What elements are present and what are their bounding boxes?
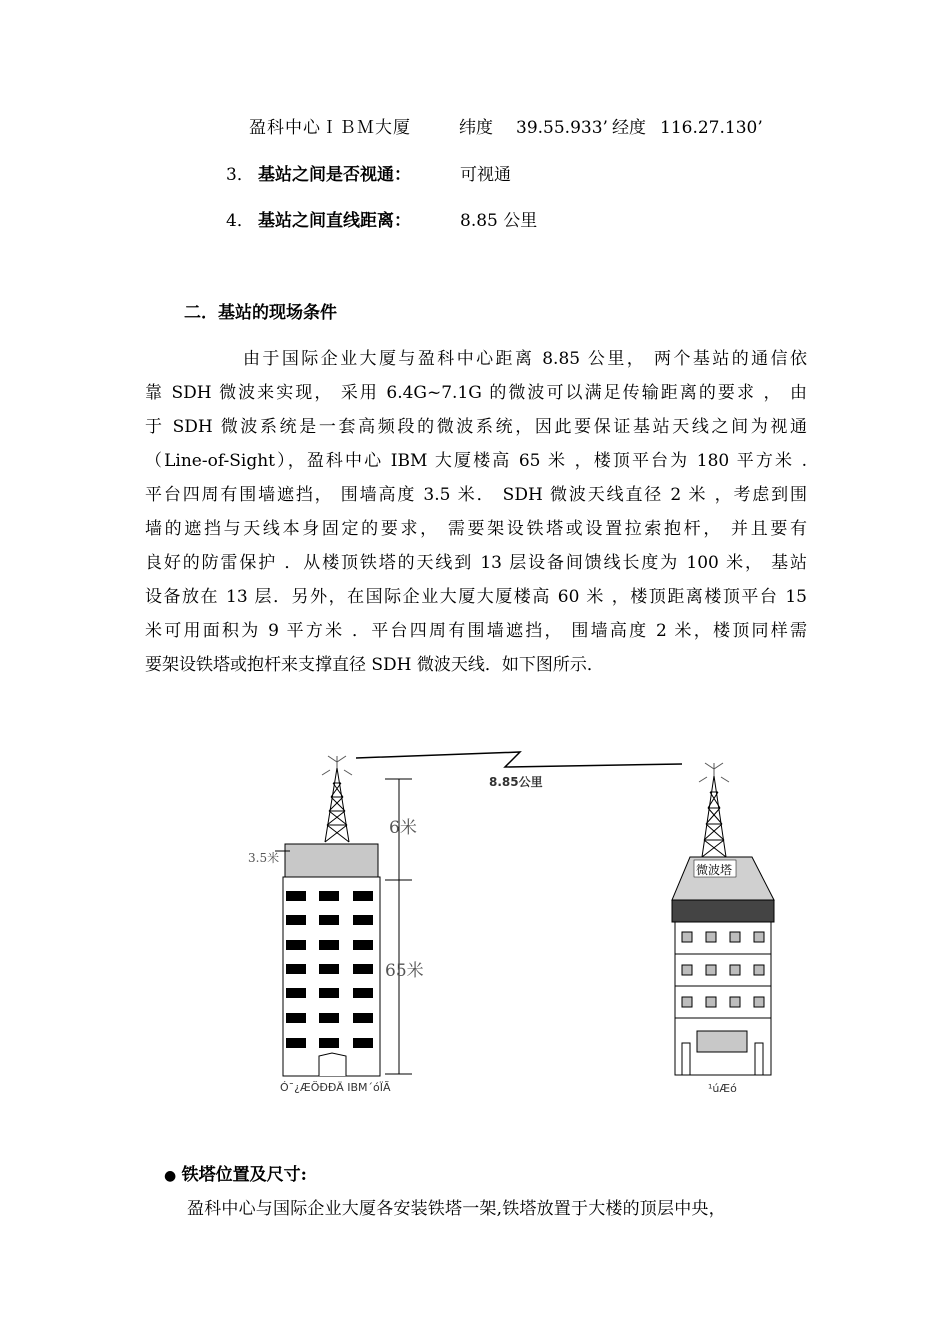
microwave-link-line xyxy=(356,752,682,767)
paragraph-line: 墙的遮挡与天线本身固定的要求， 需要架设铁塔或设置拉索抱杆， 并且要有 xyxy=(145,519,807,539)
right-building-entrance-sign xyxy=(697,1031,747,1052)
latitude-label: 纬度 xyxy=(459,118,493,138)
paragraph-line: 平台四周有围墙遮挡， 围墙高度 3.5 米． SDH 微波天线直径 2 米 ，考虑到围 xyxy=(145,485,807,505)
distance-label: 8.85公里 xyxy=(489,775,543,789)
longitude-value: 116.27.130’ xyxy=(660,118,763,138)
tower-height-label: 6米 xyxy=(389,818,417,838)
paragraph-line: 靠 SDH 微波来实现， 采用 6.4G~7.1G 的微波可以满足传输距离的要求 ， 由 xyxy=(145,383,807,403)
left-building-caption: Ó¯¿ÆÖÐÐÄ IBM´óÏÃ xyxy=(280,1081,391,1094)
left-roof-wall xyxy=(285,844,378,877)
item3-label: 基站之间是否视通： xyxy=(258,165,411,185)
final-paragraph: 盈科中心与国际企业大厦各安装铁塔一架,铁塔放置于大楼的顶层中央， xyxy=(187,1199,726,1219)
bullet-title: 铁塔位置及尺寸: xyxy=(181,1165,307,1185)
wall-height-label: 3.5米 xyxy=(248,851,280,865)
item4-label: 基站之间直线距离： xyxy=(258,211,411,231)
location-place: 盈科中心ＩＢＭ大厦 xyxy=(249,118,411,138)
right-building-pillar-right xyxy=(755,1043,763,1075)
paragraph-line: 要架设铁塔或抱杆来支撑直径 SDH 微波天线．如下图所示． xyxy=(145,655,604,675)
paragraph-line: 由于国际企业大厦与盈科中心距离 8.85 公里， 两个基站的通信依 xyxy=(243,349,807,369)
right-roof-band xyxy=(672,900,774,922)
left-antenna-signal-icon xyxy=(322,756,352,775)
item3-value: 可视通 xyxy=(460,165,511,185)
longitude-label: 经度 xyxy=(612,118,646,138)
latitude-value: 39.55.933’ xyxy=(516,118,608,138)
section-title: 二．基站的现场条件 xyxy=(184,303,337,323)
bullet-icon: ● xyxy=(164,1168,177,1184)
paragraph-line: 米可用面积为 9 平方米 ．平台四周有围墙遮挡， 围墙高度 2 米，楼顶同样需 xyxy=(145,621,807,641)
item3-number: 3． xyxy=(226,165,254,185)
right-antenna-tower xyxy=(702,776,726,857)
paragraph-line: （Line-of-Sight），盈科中心 IBM 大厦楼高 65 米 ，楼顶平台为 180 平方米 . xyxy=(145,451,807,471)
right-building-pillar-left xyxy=(682,1043,690,1075)
paragraph-line: 良好的防雷保护 ．从楼顶铁塔的天线到 13 层设备间馈线长度为 100 米， 基站 xyxy=(145,553,807,573)
right-building-caption: ¹úÆó xyxy=(708,1082,737,1095)
paragraph-line: 于 SDH 微波系统是一套高频段的微波系统，因此要保证基站天线之间为视通 xyxy=(145,417,807,437)
item4-number: 4． xyxy=(226,211,254,231)
left-antenna-tower xyxy=(325,768,349,842)
building-height-label: 65米 xyxy=(385,961,424,981)
left-building-door xyxy=(319,1053,346,1076)
roof-sign-label: 微波塔 xyxy=(696,863,733,877)
item4-value: 8.85 公里 xyxy=(460,211,538,231)
bullet-heading xyxy=(164,1160,307,1185)
paragraph-line: 设备放在 13 层．另外，在国际企业大厦大厦楼高 60 米 ，楼顶距离楼顶平台 15 xyxy=(145,587,807,607)
